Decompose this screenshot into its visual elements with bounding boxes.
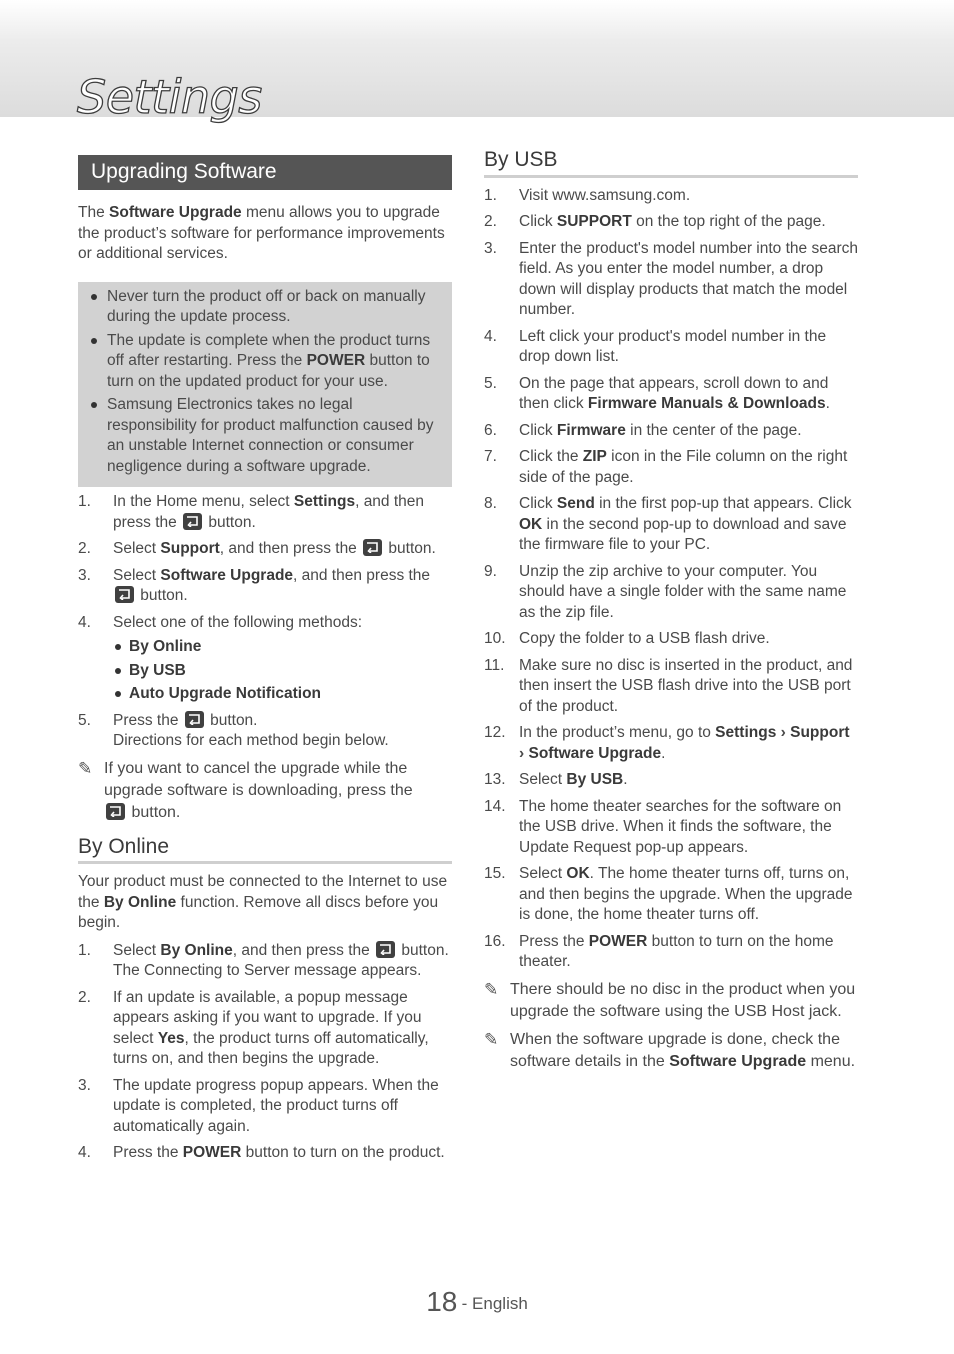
step-item: 4. Left click your product's model number in the drop down list. — [484, 327, 827, 365]
step-item: 3. Enter the product's model number into the search field. As you enter the model number, a drop down will display products that match the model number. — [484, 239, 858, 318]
step-item: 1. Visit www.samsung.com. — [484, 186, 691, 204]
pencil-note-icon: ✎ — [484, 1029, 499, 1049]
chevron-right-icon: › — [519, 744, 525, 762]
step-item: 7. Click the ZIP icon in the File column on the right side of the page. — [484, 448, 848, 486]
pencil-note-icon: ✎ — [78, 758, 93, 778]
step-item: 5. Press the button. Directions for each method begin below. — [78, 711, 389, 749]
step-item: 5. On the page that appears, scroll down to and then click Firmware Manuals & Downloads. — [484, 374, 830, 412]
step-item: 6. Click Firmware in the center of the page. — [484, 421, 802, 439]
by-usb-heading: By USB — [484, 150, 858, 178]
pencil-note-icon: ✎ — [484, 979, 499, 999]
step-item: 1. Select By Online, and then press the button. The Connecting to Server message appears. — [78, 941, 449, 979]
enter-button-icon — [185, 711, 204, 728]
step-item: 11. Make sure no disc is inserted in the product, and then insert the USB flash drive into the USB port of the product. — [484, 656, 853, 715]
page-footer — [0, 1286, 954, 1317]
usb-note: ✎ There should be no disc in the product when you upgrade the software using the USB Host jack. — [484, 979, 856, 1020]
method-list — [113, 637, 452, 705]
method-item: Auto Upgrade Notification — [113, 684, 452, 705]
page-number: 18 — [426, 1286, 458, 1317]
intro-paragraph: The Software Upgrade menu allows you to upgrade the product’s software for performance improvements or additional services. — [78, 204, 445, 262]
step-item: 14. The home theater searches for the software on the USB drive. When it finds the software, the Update Request pop-up appears. — [484, 797, 842, 856]
enter-button-icon — [376, 941, 395, 958]
step-item: 9. Unzip the zip archive to your computer. You should have a single folder with the same name as the zip file. — [484, 562, 847, 621]
step-item: 4. Select one of the following methods: By Online By USB Auto Upgrade Notification — [78, 613, 452, 705]
step-item: 3. Select Software Upgrade, and then press the button. — [78, 566, 431, 604]
by-online-steps — [78, 941, 452, 1164]
step-item: 2. Select Support, and then press the button. — [78, 540, 436, 557]
usb-note: ✎ When the software upgrade is done, check the software details in the Software Upgrade menu. — [484, 1029, 856, 1070]
step-item: 4. Press the POWER button to turn on the product. — [78, 1144, 445, 1161]
by-online-heading: By Online — [78, 837, 452, 865]
method-item: By Online — [113, 637, 452, 658]
step-item: 12. In the product’s menu, go to Settings › Support › Software Upgrade. — [484, 723, 858, 764]
chevron-right-icon: › — [780, 724, 786, 741]
caution-item: Never turn the product off or back on manually during the update process. — [88, 287, 442, 328]
step-item: 15. Select OK. The home theater turns off, turns on, and then begins the upgrade. When the upgrade is done, the home theater turns off. — [484, 865, 853, 923]
step-item: 8. Click Send in the first pop-up that appears. Click OK in the second pop-up to download and save the firmware file to your PC. — [484, 495, 852, 553]
caution-box — [78, 282, 452, 488]
right-column — [484, 150, 858, 1079]
enter-button-icon — [106, 803, 125, 820]
enter-button-icon — [363, 539, 382, 556]
upgrade-steps — [78, 492, 452, 752]
step-item: 1. In the Home menu, select Settings, and then press the button. — [78, 493, 425, 531]
page-language: - English — [461, 1294, 528, 1313]
method-item: By USB — [113, 661, 452, 682]
enter-button-icon — [183, 513, 202, 530]
step-item: 2. Click SUPPORT on the top right of the page. — [484, 213, 826, 230]
by-usb-steps — [484, 186, 858, 973]
step-item: 3. The update progress popup appears. When the update is completed, the product turns off automatically again. — [78, 1076, 439, 1135]
step-item: 10. Copy the folder to a USB flash drive. — [484, 630, 770, 647]
left-column — [78, 155, 452, 1170]
caution-item: The update is complete when the product turns off after restarting. Press the POWER button to turn on the updated product for your use. — [88, 331, 442, 393]
by-online-intro: Your product must be connected to the Internet to use the By Online function. Remove all discs before you begin. — [78, 873, 448, 931]
step-item: 16. Press the POWER button to turn on the home theater. — [484, 932, 834, 970]
section-title: Upgrading Software — [78, 155, 452, 190]
cancel-note: ✎ If you want to cancel the upgrade while the upgrade software is downloading, press the button. — [78, 758, 413, 821]
page-title: Settings — [77, 70, 262, 124]
header-band — [0, 0, 954, 124]
enter-button-icon — [115, 586, 134, 603]
step-item: 13. Select By USB. — [484, 771, 628, 788]
step-item: 2. If an update is available, a popup message appears asking if you want to upgrade. If you select Yes, the product turns off automatically, turns on, and then begins the upgrade. — [78, 988, 429, 1067]
caution-item: Samsung Electronics takes no legal responsibility for product malfunction caused by an unstable Internet connection or consumer negligence during a software upgrade. — [88, 395, 442, 477]
